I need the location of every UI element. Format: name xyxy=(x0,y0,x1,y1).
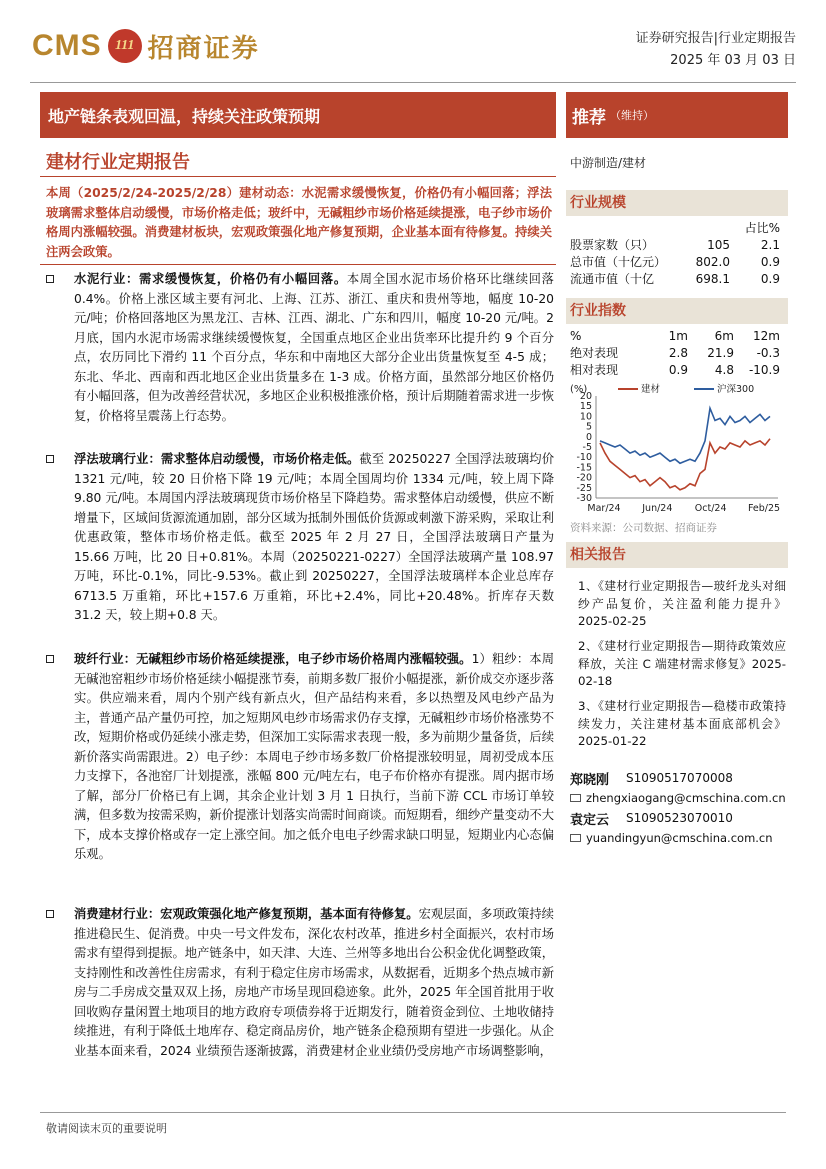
report-headline: 地产链条表观回温，持续关注政策预期 xyxy=(48,106,321,126)
y-tick-label: 5 xyxy=(585,421,592,433)
paragraph-fiberglass xyxy=(46,650,554,865)
legend-label: 建材 xyxy=(641,384,661,395)
mail-icon xyxy=(570,794,581,802)
y-tick-label: -15 xyxy=(576,462,592,474)
rating-label: 推荐 xyxy=(572,107,606,128)
y-tick-label: 10 xyxy=(579,411,592,423)
y-tick-label: 20 xyxy=(579,391,592,402)
summary-divider xyxy=(40,264,556,265)
related-reports-heading: 相关报告 xyxy=(566,542,788,568)
paragraph-lead: 玻纤行业：无碱粗纱市场价格延续提涨，电子纱市场价格周内涨幅较强。 xyxy=(74,652,472,666)
y-tick-label: 15 xyxy=(579,401,592,413)
paragraph-lead: 消费建材行业：宏观政策强化地产修复预期，基本面有待修复。 xyxy=(74,907,419,921)
y-tick-label: 0 xyxy=(585,431,592,443)
logo-latin: CMS xyxy=(32,29,102,62)
table-header-row: % 1m 6m 12m xyxy=(570,329,780,343)
paragraph-body: 宏观层面，多项政策持续推进稳民生、促消费。中央一号文件发布，深化农村改革，推进乡村全面振兴，农村市场需求有望得到提振。地产链条中，如天津、大连、兰州等多地出台公积金优化调整政策，支持刚性和改善性住房需求，有利于稳定住房市场需求，从数据看，近期多个热点城市新房与二手房成交量双双上扬，房地产市场呈现回稳迹象。此外，2025 年全国首批用于收回收购存量闲置土地项目的地方政府专项债券将于近期发行，随着资金到位、土地收储持续推进，有利于降低土地库存、稳定商品房价，地产链条企稳预期有望进一步强化。从企业基本面来看，2024 业绩预告逐渐披露，消费建材企业业绩仍受房地产市场调整影响， xyxy=(74,907,554,1058)
paragraph-lead: 水泥行业：需求缓慢恢复，价格仍有小幅回落。 xyxy=(74,272,347,286)
paragraph-consumer-building xyxy=(46,905,554,1061)
paragraph-glass xyxy=(46,450,554,626)
header-divider xyxy=(30,82,796,83)
sector-label: 中游制造/建材 xyxy=(570,156,647,170)
paragraph-body: 截至 20250227 全国浮法玻璃均价 1321 元/吨，较 20 日价格下降 19 元/吨；本周全国周均价 1334 元/吨，较上周下降 9.80 元/吨。本周国内浮法玻璃现货市场价格呈下降趋势。需求整体启动缓慢，供应不断增量下，区域间货源流通加剧，部分区域为抵制外围低价货源或刺激下游采购，采取让利优惠政策，整体市场价格走低。截至 2025 年 2 月 27 日，全国浮法玻璃日产量为 15.66 万吨，比 20 日+0.81%。本周（20250221-0227）全国浮法玻璃产量 108.97 万吨，环比-0.1%，同比-9.53%。截止到 20250227，全国浮法玻璃样本企业总库存 6713.5 万重箱，环比+157.6 万重箱，环比+2.4%，同比+20.48%。折库存天数 31.2 天，较上期+0.8 天。 xyxy=(74,452,554,622)
bullet-icon xyxy=(46,910,54,918)
footer-note: 敬请阅读末页的重要说明 xyxy=(46,1122,167,1135)
x-tick-label: Mar/24 xyxy=(587,503,621,514)
x-tick-label: Oct/24 xyxy=(694,503,727,514)
series-line-1 xyxy=(600,439,770,490)
analyst-contacts xyxy=(570,768,788,848)
paragraph-lead: 浮法玻璃行业：需求整体启动缓慢，市场价格走低。 xyxy=(74,452,360,466)
table-row: 绝对表现 2.8 21.9 -0.3 xyxy=(570,346,780,360)
analyst-license: S1090523070010 xyxy=(626,811,733,825)
industry-scale-heading: 行业规模 xyxy=(566,190,788,216)
analyst-name: 郑晓刚 xyxy=(570,772,610,788)
y-tick-label: -10 xyxy=(576,452,592,464)
analyst-row xyxy=(570,768,788,788)
rating-note: （维持） xyxy=(610,109,654,122)
mail-icon xyxy=(570,834,581,842)
table-header-row xyxy=(570,220,788,237)
footer-divider xyxy=(40,1112,786,1113)
industry-index-heading: 行业指数 xyxy=(566,298,788,324)
summary-text: 本周（2025/2/24-2025/2/28）建材动态：水泥需求缓慢恢复，价格仍有小幅回落；浮法玻璃需求整体启动缓慢，市场价格走低；玻纤中，无碱粗纱市场价格延续提涨，电子纱市场价格周内涨幅较强。消费建材板块，宏观政策强化地产修复预期，企业基本面有待修复。持续关注两会政策。 xyxy=(46,186,552,259)
chart-svg xyxy=(566,382,788,522)
related-report-item: 3、《建材行业定期报告—稳楼市政策持续发力，关注建材基本面底部机会》2025-01-22 xyxy=(578,699,786,748)
logo-emblem-icon: 111 xyxy=(108,29,142,63)
y-tick-label: -5 xyxy=(582,442,592,453)
table-row: 总市值（十亿元） 802.0 0.9 xyxy=(570,255,780,269)
industry-scale-table xyxy=(570,220,788,288)
paragraph-body: 1）粗纱：本周无碱池窑粗纱市场价格延续小幅提涨节奏，前期多数厂报价小幅提涨，新价成交亦逐步落实。供应端来看，周内个别产线有新点火，但产品结构来看，多以热塑及风电纱产品为主，普通产品产量仍可控，加之短期风电纱市场需求仍存支撑，无碱粗纱市场价格涨势不改，短期价格或仍延续小涨走势，但深加工实际需求表现一般，多为前期少量备货，后续新价落实尚需跟进。2）电子纱：本周电子纱市场多数厂价格提涨较明显，周初受成本压力支撑下，各池窑厂计划提涨，涨幅 800 元/吨左右，电子布价格亦有提涨。周内据市场了解，部分厂价格已有上调，其余企业计划 3 月 1 日执行，当前下游 CCL 市场订单较满，但多数为按需采购，新价提涨计划落实尚需时间商谈。而短期看，细纱产量变动不大下，成本支撑价格或存一定上涨空间。加之低介电电子纱需求缺口明显，短期业内心态偏乐观。 xyxy=(74,652,554,861)
analyst-license: S1090517070008 xyxy=(626,771,733,785)
title-divider xyxy=(40,176,556,177)
y-axis-label: (%) xyxy=(570,384,588,395)
paragraph-cement xyxy=(46,270,554,426)
index-performance-chart xyxy=(566,382,788,522)
chart-source: 资料来源：公司数据、招商证券 xyxy=(570,522,717,534)
related-report-item: 2、《建材行业定期报告—期待政策效应释放，关注 C 端建材需求修复》2025-02-18 xyxy=(578,639,786,688)
y-tick-label: -25 xyxy=(576,482,592,494)
related-report-item: 1、《建材行业定期报告—玻纤龙头对细纱产品复价，关注盈利能力提升》2025-02-25 xyxy=(578,579,786,628)
bullet-icon xyxy=(46,275,54,283)
bullet-icon xyxy=(46,655,54,663)
report-date: 2025 年 03 月 03 日 xyxy=(670,53,796,68)
analyst-name: 袁定云 xyxy=(570,812,610,828)
industry-index-table xyxy=(570,328,788,379)
table-row: 流通市值（十亿 698.1 0.9 xyxy=(570,272,780,286)
company-logo xyxy=(32,24,260,68)
legend-label: 沪深300 xyxy=(717,384,755,395)
report-type: 证券研究报告|行业定期报告 xyxy=(635,31,796,46)
series-line-2 xyxy=(600,408,770,463)
analyst-row xyxy=(570,808,788,828)
table-row: 相对表现 0.9 4.8 -10.9 xyxy=(570,363,780,377)
pct-header: 占比% xyxy=(744,221,780,235)
paragraph-body: 本周全国水泥市场价格环比继续回落 0.4%。价格上涨区域主要有河北、上海、江苏、浙江、重庆和贵州等地，幅度 10-20 元/吨；价格回落地区为黑龙江、吉林、江西、湖北、广东和四川，幅度 10-20 元/吨。2 月底，国内水泥市场需求继续缓慢恢复，全国重点地区企业出货率环比提升约 9 个百分点，农历同比下滑约 11 个百分点，华东和中南地区大部分企业出货量恢复至 4-5 成；东北、华北、西南和西北地区企业出货量多在 1-3 成。价格方面，虽然部分地区价格仍有小幅回落，但为改善经营状况，多地区企业积极推涨价格，预计后期随着需求进一步恢复，价格将呈震荡上行态势。 xyxy=(74,272,554,423)
document-title: 建材行业定期报告 xyxy=(46,152,190,173)
x-tick-label: Feb/25 xyxy=(747,503,781,514)
analyst-email[interactable]: yuandingyun@cmschina.com.cn xyxy=(570,828,788,848)
analyst-email[interactable]: zhengxiaogang@cmschina.com.cn xyxy=(570,788,788,808)
logo-chinese: 招商证券 xyxy=(147,33,260,64)
rating-banner xyxy=(566,92,788,138)
table-row: 股票家数（只） 105 2.1 xyxy=(570,238,780,252)
report-header-info xyxy=(636,28,796,72)
report-headline-banner xyxy=(40,92,556,138)
y-tick-label: -30 xyxy=(576,493,592,504)
bullet-icon xyxy=(46,455,54,463)
y-tick-label: -20 xyxy=(576,472,592,484)
x-tick-label: Jun/24 xyxy=(642,503,673,514)
